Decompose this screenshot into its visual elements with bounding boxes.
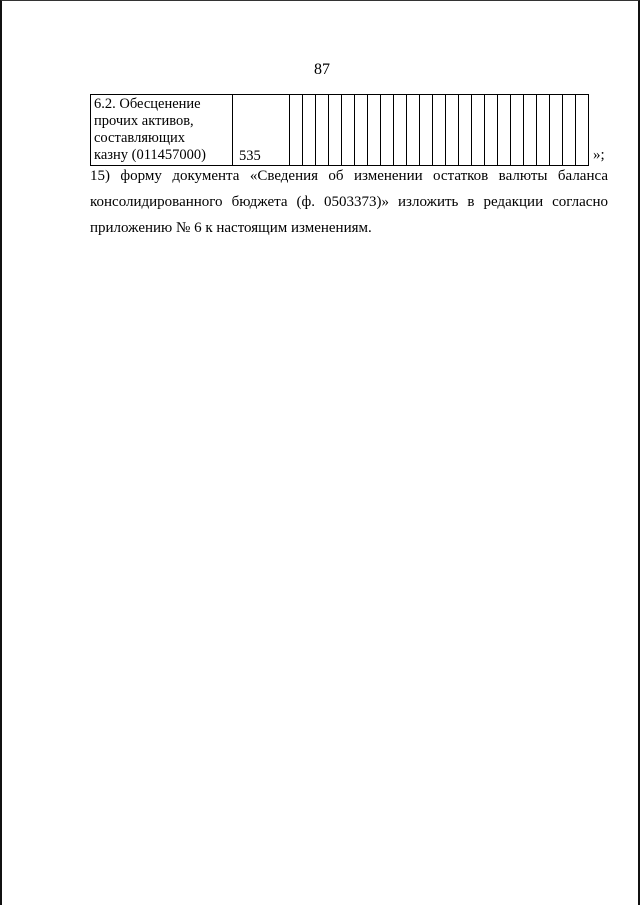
row-label-line: 6.2. Обесценение: [94, 96, 201, 112]
paragraph-line: консолидированного бюджета (ф. 0503373)» изложить в редакции согласно: [90, 194, 608, 210]
empty-value-cell: [537, 95, 550, 166]
row-label-line: составляющих: [94, 130, 186, 146]
table-row: [91, 95, 589, 166]
empty-value-cell: [420, 95, 433, 166]
closing-quote-mark: »;: [593, 147, 605, 163]
empty-value-cell: [485, 95, 498, 166]
paragraph-text: 15) форму документа «Сведения об изменении остатков валюты баланса: [90, 168, 608, 184]
empty-value-cell: [472, 95, 485, 166]
row-label-line: прочих активов,: [94, 113, 194, 129]
paragraph-line: [90, 168, 608, 185]
empty-value-cell: [433, 95, 446, 166]
row-code-cell: 535: [233, 95, 290, 166]
empty-value-cell: [394, 95, 407, 166]
empty-value-cell: [303, 95, 316, 166]
empty-value-cell: [576, 95, 589, 166]
empty-value-cell: [329, 95, 342, 166]
empty-value-cell: [524, 95, 537, 166]
page-number: 87: [314, 61, 330, 78]
empty-value-cell: [511, 95, 524, 166]
empty-value-cell: [316, 95, 329, 166]
empty-value-cell: [368, 95, 381, 166]
empty-value-cell: [290, 95, 303, 166]
empty-value-cell: [550, 95, 563, 166]
empty-value-cell: [498, 95, 511, 166]
empty-value-cell: [563, 95, 576, 166]
empty-value-cell: [446, 95, 459, 166]
row-label-line: казну (011457000): [94, 147, 206, 163]
empty-value-cell: [407, 95, 420, 166]
empty-value-cell: [342, 95, 355, 166]
paragraph-line: приложению № 6 к настоящим изменениям.: [90, 220, 372, 236]
row-label-cell: [91, 95, 233, 166]
balance-table-fragment: [90, 94, 589, 166]
empty-value-cell: [459, 95, 472, 166]
empty-value-cell: [355, 95, 368, 166]
empty-value-cell: [381, 95, 394, 166]
